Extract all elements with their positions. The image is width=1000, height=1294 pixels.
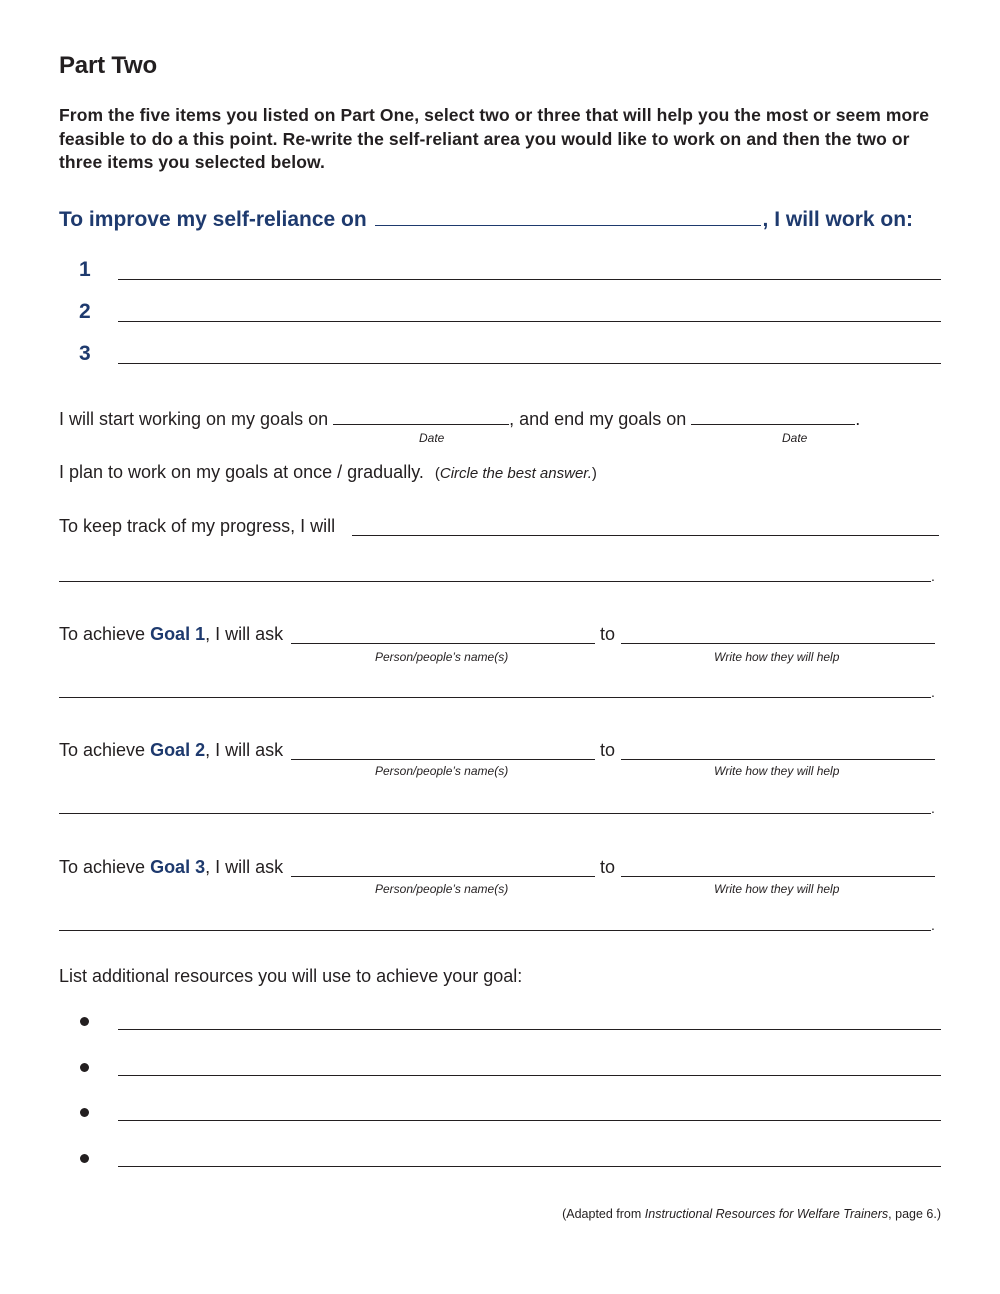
goal-prefix: To achieve bbox=[59, 624, 151, 644]
goal-to: to bbox=[600, 624, 616, 644]
resource-field-2[interactable] bbox=[118, 1075, 941, 1076]
track-period: . bbox=[931, 568, 935, 584]
resource-field-4[interactable] bbox=[118, 1166, 941, 1167]
resources-label: List additional resources you will use to achieve your goal: bbox=[59, 966, 523, 986]
credit-source: Instructional Resources for Welfare Trainers bbox=[644, 1207, 889, 1221]
track-field-1[interactable] bbox=[352, 535, 939, 536]
start-label: I will start working on my goals on bbox=[59, 409, 329, 429]
schedule-period: . bbox=[855, 409, 861, 429]
item-number: 1 bbox=[79, 258, 91, 281]
bullet-icon bbox=[80, 1017, 89, 1026]
goal-period: . bbox=[931, 684, 935, 700]
plan-line bbox=[59, 462, 597, 483]
track-label: To keep track of my progress, I will bbox=[59, 516, 336, 536]
track-field-2[interactable] bbox=[59, 581, 931, 582]
end-label: , and end my goals on bbox=[509, 409, 687, 429]
goal-ask: , I will ask bbox=[205, 740, 284, 760]
start-date-hint: Date bbox=[419, 431, 445, 445]
help-hint: Write how they will help bbox=[714, 650, 840, 664]
plan-close: ) bbox=[591, 465, 597, 482]
goal-1-person-field[interactable] bbox=[291, 643, 595, 644]
plan-open: ( bbox=[434, 465, 440, 482]
goal-1-line bbox=[59, 624, 283, 645]
start-date-field[interactable] bbox=[333, 406, 509, 425]
goal-3-line bbox=[59, 857, 283, 878]
goal-to: to bbox=[600, 857, 616, 877]
bullet-icon bbox=[80, 1108, 89, 1117]
goal-3-person-field[interactable] bbox=[291, 876, 595, 877]
person-hint: Person/people’s name(s) bbox=[375, 650, 509, 664]
person-hint: Person/people’s name(s) bbox=[375, 882, 509, 896]
self-reliance-area-field[interactable] bbox=[375, 205, 761, 226]
plan-options[interactable]: I plan to work on my goals at once / gradually. bbox=[59, 462, 424, 482]
item-number: 3 bbox=[79, 342, 91, 365]
improve-suffix: , I will work on: bbox=[762, 208, 914, 231]
end-date-field[interactable] bbox=[691, 406, 855, 425]
source-credit bbox=[562, 1207, 941, 1221]
help-hint: Write how they will help bbox=[714, 764, 840, 778]
goal-period: . bbox=[931, 917, 935, 933]
goal-2-detail-field[interactable] bbox=[59, 813, 931, 814]
improve-heading bbox=[59, 205, 913, 232]
bullet-icon bbox=[80, 1063, 89, 1072]
item-2-field[interactable] bbox=[118, 321, 941, 322]
goal-label: Goal 2 bbox=[150, 740, 206, 760]
bullet-icon bbox=[80, 1154, 89, 1163]
item-number: 2 bbox=[79, 300, 91, 323]
goal-ask: , I will ask bbox=[205, 624, 284, 644]
goal-period: . bbox=[931, 800, 935, 816]
goal-3-detail-field[interactable] bbox=[59, 930, 931, 931]
item-1-field[interactable] bbox=[118, 279, 941, 280]
goal-1-detail-field[interactable] bbox=[59, 697, 931, 698]
page-title: Part Two bbox=[59, 52, 157, 79]
instructions: From the five items you listed on Part One, select two or three that will help you the most or seem more feasible to do a this point. Re-write the self-reliant area you would like to work on and then the two or three items you selected below. bbox=[59, 105, 930, 172]
goal-2-help-field[interactable] bbox=[621, 759, 935, 760]
goal-to: to bbox=[600, 740, 616, 760]
goal-prefix: To achieve bbox=[59, 857, 151, 877]
goal-ask: , I will ask bbox=[205, 857, 284, 877]
resource-field-3[interactable] bbox=[118, 1120, 941, 1121]
goal-1-help-field[interactable] bbox=[621, 643, 935, 644]
resource-field-1[interactable] bbox=[118, 1029, 941, 1030]
item-3-field[interactable] bbox=[118, 363, 941, 364]
goal-prefix: To achieve bbox=[59, 740, 151, 760]
schedule-line bbox=[59, 406, 860, 430]
credit-suffix: , page 6.) bbox=[888, 1207, 941, 1221]
end-date-hint: Date bbox=[782, 431, 808, 445]
goal-3-help-field[interactable] bbox=[621, 876, 935, 877]
goal-label: Goal 3 bbox=[150, 857, 206, 877]
plan-hint: Circle the best answer. bbox=[439, 465, 592, 482]
person-hint: Person/people’s name(s) bbox=[375, 764, 509, 778]
goal-label: Goal 1 bbox=[150, 624, 206, 644]
improve-prefix: To improve my self-reliance on bbox=[59, 208, 367, 231]
goal-2-person-field[interactable] bbox=[291, 759, 595, 760]
help-hint: Write how they will help bbox=[714, 882, 840, 896]
goal-2-line bbox=[59, 740, 283, 761]
credit-prefix: (Adapted from bbox=[562, 1207, 645, 1221]
